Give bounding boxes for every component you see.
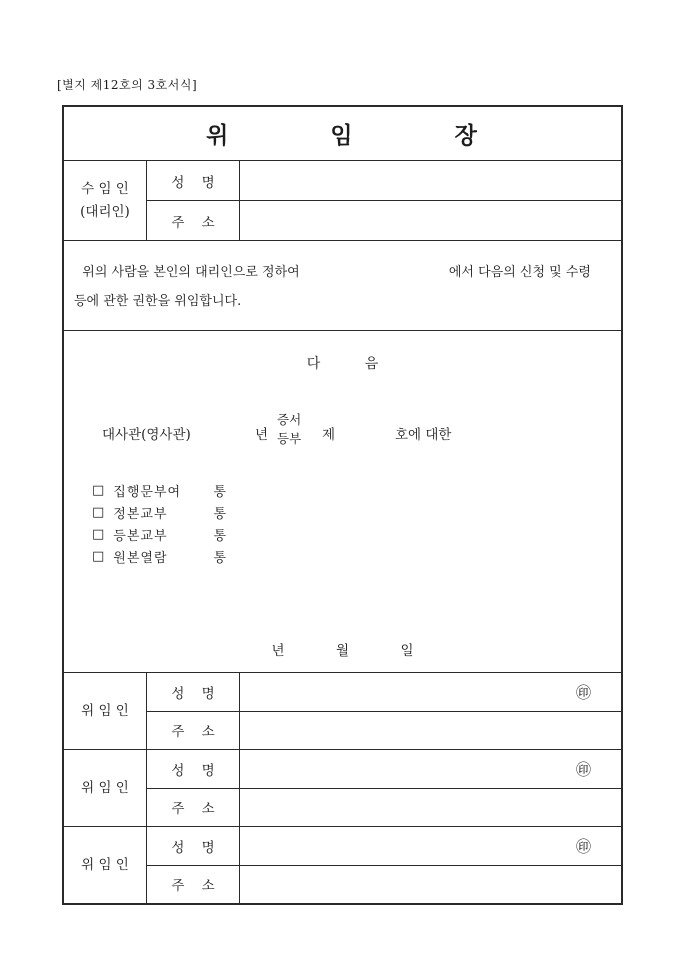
agent-address-row [147, 200, 621, 240]
statement-line1 [74, 261, 591, 280]
delegator-block-3 [64, 827, 621, 903]
agent-role-label [64, 161, 147, 240]
delegator-name-field[interactable] [240, 750, 621, 788]
delegator-name-label: 성 명 [147, 750, 240, 788]
agent-name-label: 성 명 [147, 161, 240, 200]
check-row-original-copy [92, 501, 226, 523]
number-prefix-label: 제 [322, 427, 336, 443]
consulate-label: 대사관(영사관) [102, 427, 191, 443]
checkbox-icon[interactable]: □ [92, 504, 105, 520]
checkbox-icon[interactable]: □ [92, 526, 105, 542]
delegator-name-label: 성 명 [147, 673, 240, 711]
delegator-role-text: 위 임 인 [81, 779, 129, 796]
unit-label: 통 [213, 528, 226, 544]
delegator-block-2 [64, 750, 621, 827]
delegator-name-field[interactable] [240, 827, 621, 865]
delegator-role-label [64, 827, 147, 903]
check-label: 집행문부여 [113, 484, 182, 500]
checkbox-icon[interactable]: □ [92, 482, 105, 498]
unit-label: 통 [213, 484, 226, 500]
check-row-execution-clause [92, 479, 226, 501]
delegator-name-label: 성 명 [147, 827, 240, 865]
statement-part2: 에서 다음의 신청 및 수령 [448, 265, 591, 280]
delegator-role-label [64, 750, 147, 826]
agent-role-line2: (대리인) [80, 203, 130, 220]
delegator-address-field[interactable] [240, 712, 621, 750]
delegator-rows [147, 750, 621, 826]
agent-address-field[interactable] [240, 201, 621, 240]
delegator-rows [147, 827, 621, 903]
form-number-label: [별지 제12호의 3호서식] [57, 78, 198, 92]
delegator-block-1 [64, 673, 621, 750]
check-label: 정본교부 [113, 506, 168, 522]
delegator-address-row [147, 865, 621, 904]
details-section [64, 331, 621, 673]
form-box [62, 105, 623, 905]
seal-mark-icon: ㊞ [575, 837, 591, 856]
check-row-certified-copy [92, 523, 226, 545]
delegators-section [64, 673, 621, 903]
delegator-name-row [147, 673, 621, 711]
agent-name-field[interactable] [240, 161, 621, 200]
delegator-role-text: 위 임 인 [81, 856, 129, 873]
seal-mark-icon: ㊞ [575, 760, 591, 779]
daeum-heading: 다 음 [306, 356, 379, 372]
checkbox-icon[interactable]: □ [92, 548, 105, 564]
agent-section [64, 161, 621, 241]
year-label: 년 [255, 427, 269, 443]
delegator-name-row [147, 827, 621, 865]
check-label: 원본열람 [113, 550, 168, 566]
check-row-inspect-original [92, 545, 226, 567]
delegator-rows [147, 673, 621, 749]
delegator-address-label: 주 소 [147, 712, 240, 750]
delegation-statement [64, 241, 621, 331]
date-line: 년 월 일 [271, 643, 414, 659]
statement-line2: 등에 관한 권한을 위임합니다. [74, 294, 242, 309]
seal-mark-icon: ㊞ [575, 683, 591, 702]
statement-part1: 위의 사람을 본인의 대리인으로 정하여 [74, 265, 300, 280]
delegator-name-row [147, 750, 621, 788]
delegator-address-label: 주 소 [147, 866, 240, 904]
delegator-address-label: 주 소 [147, 789, 240, 827]
form-title: 위 임 장 [64, 107, 621, 161]
agent-name-row [147, 161, 621, 200]
delegator-address-field[interactable] [240, 789, 621, 827]
number-suffix-label: 호에 대한 [395, 427, 452, 443]
agent-address-label: 주 소 [147, 201, 240, 240]
doc-type-stack [277, 410, 301, 449]
delegator-address-row [147, 788, 621, 827]
delegator-role-label [64, 673, 147, 749]
doc-type-register: 등부 [277, 431, 302, 447]
unit-label: 통 [213, 550, 226, 566]
agent-rows [147, 161, 621, 240]
delegator-name-field[interactable] [240, 673, 621, 711]
delegator-address-field[interactable] [240, 866, 621, 904]
agent-role-line1: 수 임 인 [81, 180, 129, 197]
request-checklist [92, 479, 226, 567]
doc-type-deed: 증서 [277, 412, 302, 427]
unit-label: 통 [213, 506, 226, 522]
delegator-role-text: 위 임 인 [81, 702, 129, 719]
delegator-address-row [147, 711, 621, 750]
check-label: 등본교부 [113, 528, 168, 544]
